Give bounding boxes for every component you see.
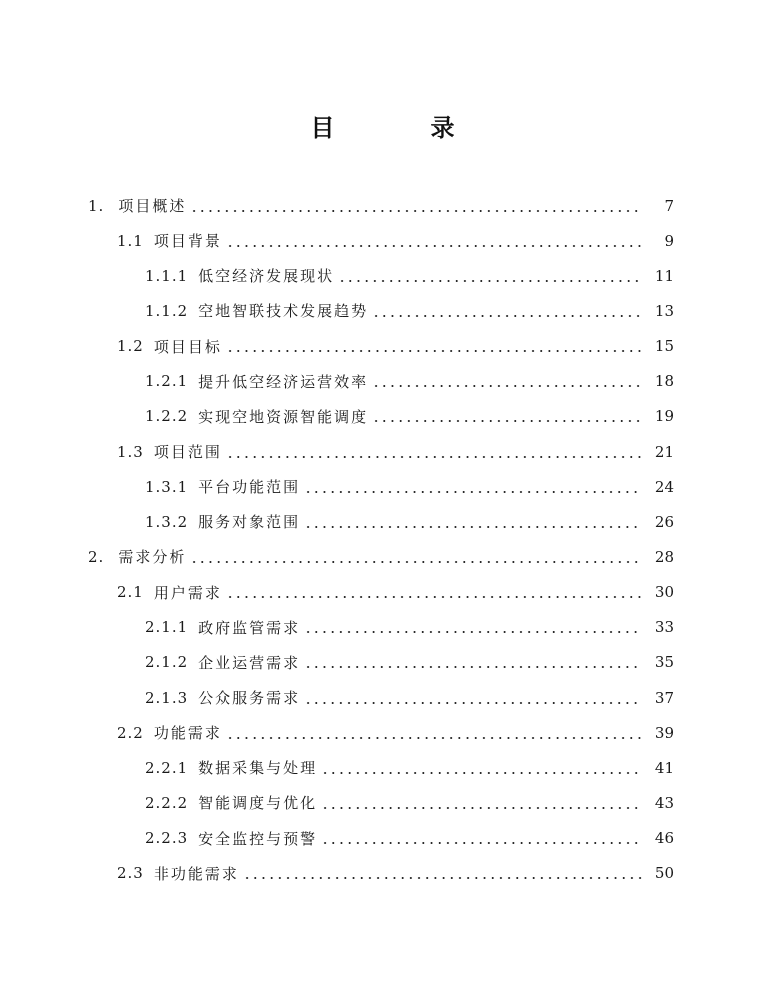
- toc-entry-label: [145, 687, 304, 708]
- toc-entry-label: [117, 230, 226, 251]
- toc-entry-page-number: 41: [642, 759, 674, 777]
- toc-entry-page-number: 33: [642, 618, 674, 636]
- toc-dot-leader: [190, 210, 642, 212]
- toc-entry-label: [145, 757, 321, 778]
- toc-entry-text: 低空经济发展现状: [198, 267, 335, 286]
- toc-entry-label: [145, 476, 304, 497]
- toc-entry-label: [145, 617, 304, 638]
- toc-title: 目 录: [310, 114, 491, 142]
- toc-entry-number: 1.3.1: [145, 477, 189, 496]
- toc-entry-page-number: 15: [642, 337, 674, 355]
- toc-entry-text: 政府监管需求: [198, 618, 301, 637]
- toc-entry-text: 智能调度与优化: [198, 794, 318, 813]
- toc-entry-page-number: 43: [642, 794, 674, 812]
- toc-entry-text: 提升低空经济运营效率: [198, 372, 369, 391]
- toc-entry[interactable]: [0, 504, 765, 539]
- toc-entry-label: [117, 863, 243, 884]
- toc-entry-label: [145, 406, 372, 427]
- toc-dot-leader: [372, 385, 642, 387]
- toc-dot-leader: [304, 491, 642, 493]
- toc-entry-text: 功能需求: [153, 724, 222, 743]
- toc-entry-text: 实现空地资源智能调度: [198, 407, 369, 426]
- toc-dot-leader: [321, 772, 642, 774]
- toc-entry-label: [117, 722, 226, 743]
- toc-entry-label: [88, 195, 190, 216]
- toc-dot-leader: [226, 350, 642, 352]
- toc-entry-text: 安全监控与预警: [198, 829, 318, 848]
- toc-entry-text: 用户需求: [153, 583, 222, 602]
- toc-entry-text: 空地智联技术发展趋势: [198, 302, 369, 321]
- toc-entry-number: 1.1: [117, 231, 144, 250]
- table-of-contents: [0, 188, 765, 891]
- toc-entry-page-number: 28: [642, 548, 674, 566]
- toc-entry-number: 2.2.3: [145, 829, 189, 848]
- toc-entry-page-number: 30: [642, 583, 674, 601]
- toc-entry[interactable]: [0, 329, 765, 364]
- toc-entry[interactable]: [0, 645, 765, 680]
- toc-entry-number: 1.1.2: [145, 301, 189, 320]
- toc-entry[interactable]: [0, 364, 765, 399]
- toc-entry[interactable]: [0, 539, 765, 574]
- toc-entry-page-number: 13: [642, 302, 674, 320]
- toc-entry-page-number: 21: [642, 443, 674, 461]
- toc-entry-number: 2.1.3: [145, 688, 189, 707]
- toc-entry[interactable]: [0, 293, 765, 328]
- toc-entry[interactable]: [0, 750, 765, 785]
- toc-entry-page-number: 19: [642, 407, 674, 425]
- toc-entry[interactable]: [0, 434, 765, 469]
- toc-dot-leader: [226, 737, 642, 739]
- toc-dot-leader: [304, 702, 642, 704]
- toc-entry-page-number: 50: [642, 864, 674, 882]
- toc-dot-leader: [321, 807, 642, 809]
- toc-entry-text: 项目目标: [153, 337, 222, 356]
- toc-entry-text: 数据采集与处理: [198, 759, 318, 778]
- toc-entry-label: [145, 371, 372, 392]
- toc-entry-text: 非功能需求: [153, 864, 239, 883]
- toc-dot-leader: [190, 561, 642, 563]
- toc-entry-page-number: 7: [642, 197, 674, 215]
- toc-entry-number: 1.: [88, 196, 105, 215]
- toc-dot-leader: [304, 631, 642, 633]
- toc-entry-page-number: 18: [642, 372, 674, 390]
- toc-entry-text: 服务对象范围: [198, 513, 301, 532]
- toc-entry-page-number: 26: [642, 513, 674, 531]
- toc-entry-number: 2.1: [117, 583, 144, 602]
- toc-entry-text: 企业运营需求: [198, 653, 301, 672]
- toc-entry-number: 2.: [88, 547, 105, 566]
- toc-entry[interactable]: [0, 188, 765, 223]
- toc-entry-number: 1.3.2: [145, 512, 189, 531]
- toc-entry[interactable]: [0, 821, 765, 856]
- toc-entry-label: [145, 792, 321, 813]
- toc-entry-number: 2.3: [117, 864, 144, 883]
- toc-entry[interactable]: [0, 399, 765, 434]
- toc-entry-text: 平台功能范围: [198, 478, 301, 497]
- toc-dot-leader: [338, 280, 642, 282]
- toc-entry-label: [117, 582, 226, 603]
- toc-entry-number: 1.2.1: [145, 372, 189, 391]
- toc-entry-label: [145, 652, 304, 673]
- toc-entry[interactable]: [0, 575, 765, 610]
- toc-entry-number: 2.2.1: [145, 758, 189, 777]
- toc-entry-number: 2.2: [117, 723, 144, 742]
- toc-entry-label: [145, 300, 372, 321]
- toc-entry[interactable]: [0, 223, 765, 258]
- toc-dot-leader: [226, 245, 642, 247]
- toc-entry-page-number: 11: [642, 267, 674, 285]
- toc-entry-page-number: 39: [642, 724, 674, 742]
- toc-entry[interactable]: [0, 610, 765, 645]
- toc-entry-page-number: 9: [642, 232, 674, 250]
- toc-entry[interactable]: [0, 856, 765, 891]
- toc-entry[interactable]: [0, 469, 765, 504]
- toc-entry-number: 1.1.1: [145, 266, 189, 285]
- toc-entry-number: 1.2.2: [145, 407, 189, 426]
- toc-entry-label: [117, 336, 226, 357]
- toc-entry-number: 2.1.2: [145, 653, 189, 672]
- toc-entry-number: 2.1.1: [145, 618, 189, 637]
- toc-entry-label: [145, 265, 338, 286]
- toc-entry[interactable]: [0, 785, 765, 820]
- toc-dot-leader: [372, 315, 642, 317]
- toc-dot-leader: [372, 420, 642, 422]
- toc-entry-text: 项目概述: [118, 197, 187, 216]
- toc-entry-number: 2.2.2: [145, 793, 189, 812]
- toc-dot-leader: [243, 877, 642, 879]
- toc-entry-page-number: 24: [642, 478, 674, 496]
- toc-entry-label: [145, 511, 304, 532]
- toc-dot-leader: [226, 456, 642, 458]
- toc-entry-text: 需求分析: [118, 548, 187, 567]
- toc-entry-number: 1.3: [117, 442, 144, 461]
- toc-dot-leader: [304, 526, 642, 528]
- toc-entry[interactable]: [0, 258, 765, 293]
- toc-dot-leader: [304, 666, 642, 668]
- toc-entry-text: 项目背景: [153, 232, 222, 251]
- toc-entry-text: 项目范围: [153, 443, 222, 462]
- toc-entry[interactable]: [0, 715, 765, 750]
- toc-dot-leader: [226, 596, 642, 598]
- toc-entry-label: [145, 828, 321, 849]
- toc-entry-label: [117, 441, 226, 462]
- toc-entry-label: [88, 546, 190, 567]
- toc-entry-text: 公众服务需求: [198, 689, 301, 708]
- toc-entry-page-number: 35: [642, 653, 674, 671]
- toc-entry-number: 1.2: [117, 337, 144, 356]
- toc-entry-page-number: 46: [642, 829, 674, 847]
- toc-entry-page-number: 37: [642, 689, 674, 707]
- toc-dot-leader: [321, 842, 642, 844]
- toc-entry[interactable]: [0, 680, 765, 715]
